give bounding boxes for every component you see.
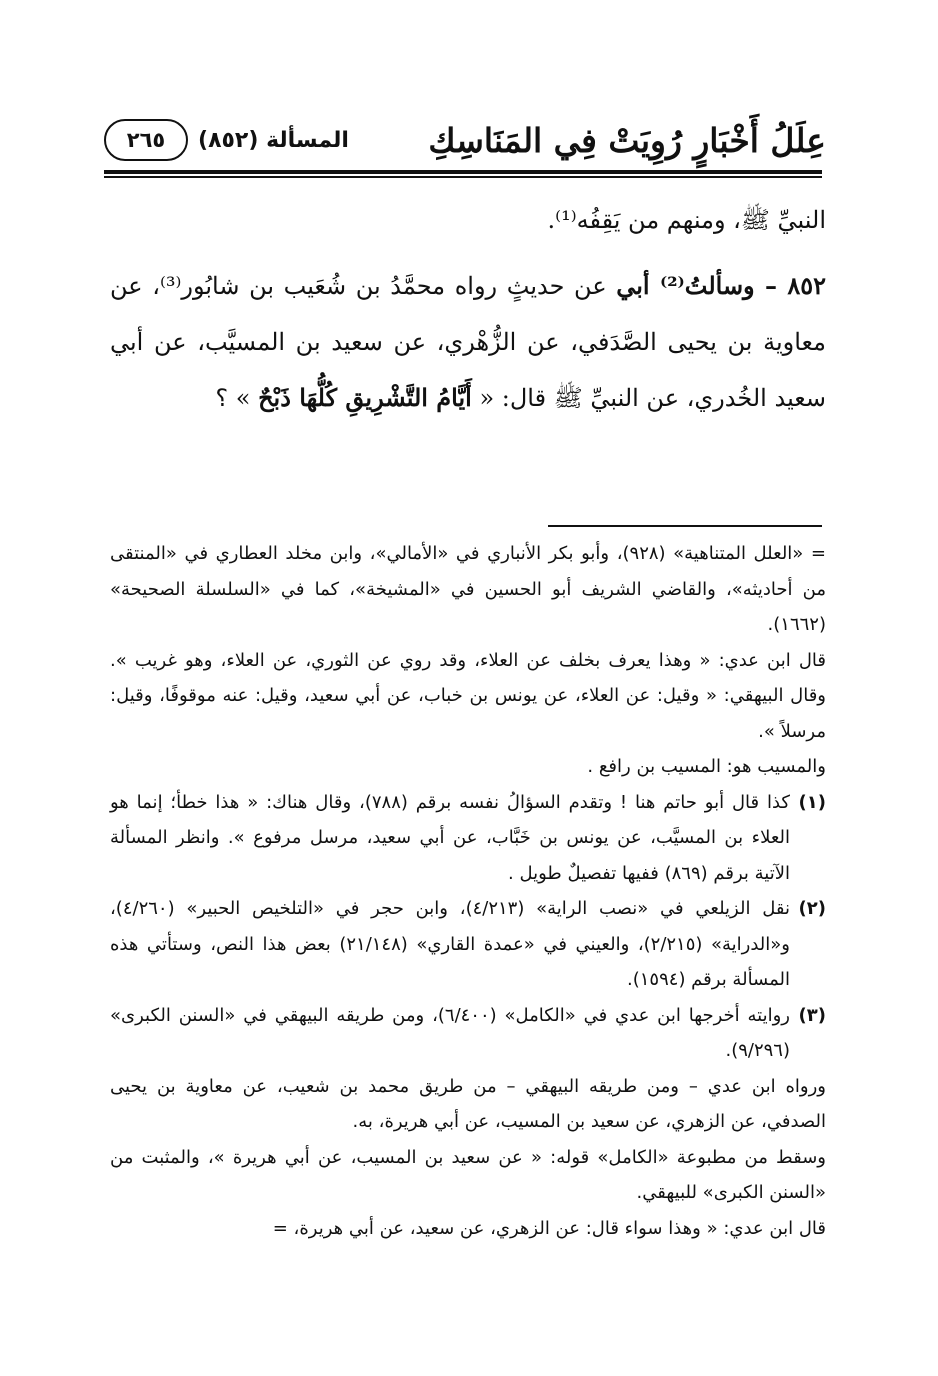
footnote-number: (٣) [798,1004,826,1026]
question-end: » ؟ [215,384,259,412]
footnote-continuation: = «العلل المتناهية» (٩٢٨)، وأبو بكر الأنباري في «الأمالي»، وابن مخلد العطاري في «المنتقى من أحاديثه»، والقاضي الشريف أبو الحسين في «المشيخة»، كما في «السلسلة الصحيحة» (١٦٦٢). [110,543,826,635]
footnote-body: كذا قال أبو حاتم هنا ! وتقدم السؤالُ نفسه برقم (٧٨٨)، وقال هناك: « هذا خطأ؛ إنما هو العلاء بن المسيَّب، عن يونس بن خَبَّاب، عن أبي سعيد، مرسل مرفوع ». وانظر المسألة الآتية برقم (٨٦٩) ففيها تفصيلٌ طويل . [110,791,791,884]
footnote-number: (١) [798,791,826,813]
carry-over-line: النبيِّ ﷺ، ومنهم من يَقِفُه⁽¹⁾. [547,206,826,234]
footnotes [110,536,826,1246]
footnote-separator [548,525,822,527]
footnote-body: نقل الزيلعي في «نصب الراية» (٤/٢١٣)، وابن حجر في «التلخيص الحبير» (٤/٢٦٠)، و«الدراية» (٢/٢١٥)، والعيني في «عمدة القاري» (٢١/١٤٨) بعض هذا النص، وستأتي هذه المسألة برقم (١٥٩٤). [110,898,790,990]
footnote-paragraph: قال ابن عدي: « وهذا سواء قال: عن الزهري، عن سعيد، عن أبي هريرة، = [272,1217,826,1239]
footnote-2 [110,891,826,998]
question-number: ٨٥٢ – [754,271,827,300]
header-rule-thick [104,170,822,174]
question-text: عن حديثٍ رواه محمَّدُ بن شُعَيب بن شابُور⁽³⁾، عن معاوية بن يحيى الصَّدَفي، عن الزُّهْري، عن سعيد بن المسيَّب، عن أبي سعيد الخُدري، عن النبيِّ ﷺ قال: « [110,272,826,412]
page-number: ٢٦٥ [126,128,166,152]
footnote-1 [110,785,826,892]
question-lead: وسألتُ⁽²⁾ أبي [616,271,755,300]
footnote-paragraph: ورواه ابن عدي – ومن طريقه البيهقي – من طريق محمد بن شعيب، عن معاوية بن يحيى الصدفي، عن الزهري، عن سعيد بن المسيب، عن أبي هريرة، به. [110,1075,826,1132]
main-text [110,192,826,426]
footnote-paragraph: وسقط من مطبوعة «الكامل» قوله: « عن سعيد بن المسيب، عن أبي هريرة »، والمثبت من «السنن الكبرى» للبيهقي. [110,1146,826,1203]
footnote-continuation: قال ابن عدي: « وهذا يعرف بخلف عن العلاء، وقد روي عن الثوري، عن العلاء، وهو غريب ». وقال البيهقي: « وقيل: عن العلاء، عن يونس بن خباب، عن أبي سعيد، وقيل: عنه موقوفًا، وقيل: مرسلاً ». [110,649,826,742]
footnote-continuation: والمسيب هو: المسيب بن رافع . [587,756,826,777]
page-number-badge [104,119,188,161]
running-book-title: عِلَلُ أَخْبَارٍ رُوِيَتْ فِي المَنَاسِكِ [428,121,826,160]
footnote-body: روايته أخرجها ابن عدي في «الكامل» (٦/٤٠٠)، ومن طريقه البيهقي في «السنن الكبرى» (٩/٢٩٦). [110,1004,790,1061]
running-issue-label: المسألة (٨٥٢) [198,128,349,153]
footnote-number: (٢) [798,898,826,919]
question-paragraph [110,258,826,426]
footnote-3 [110,998,826,1069]
header-rule-thin [104,176,822,178]
hadith-text: أَيَّامُ التَّشْرِيقِ كُلُّهَا ذَبْحٌ [258,383,472,412]
